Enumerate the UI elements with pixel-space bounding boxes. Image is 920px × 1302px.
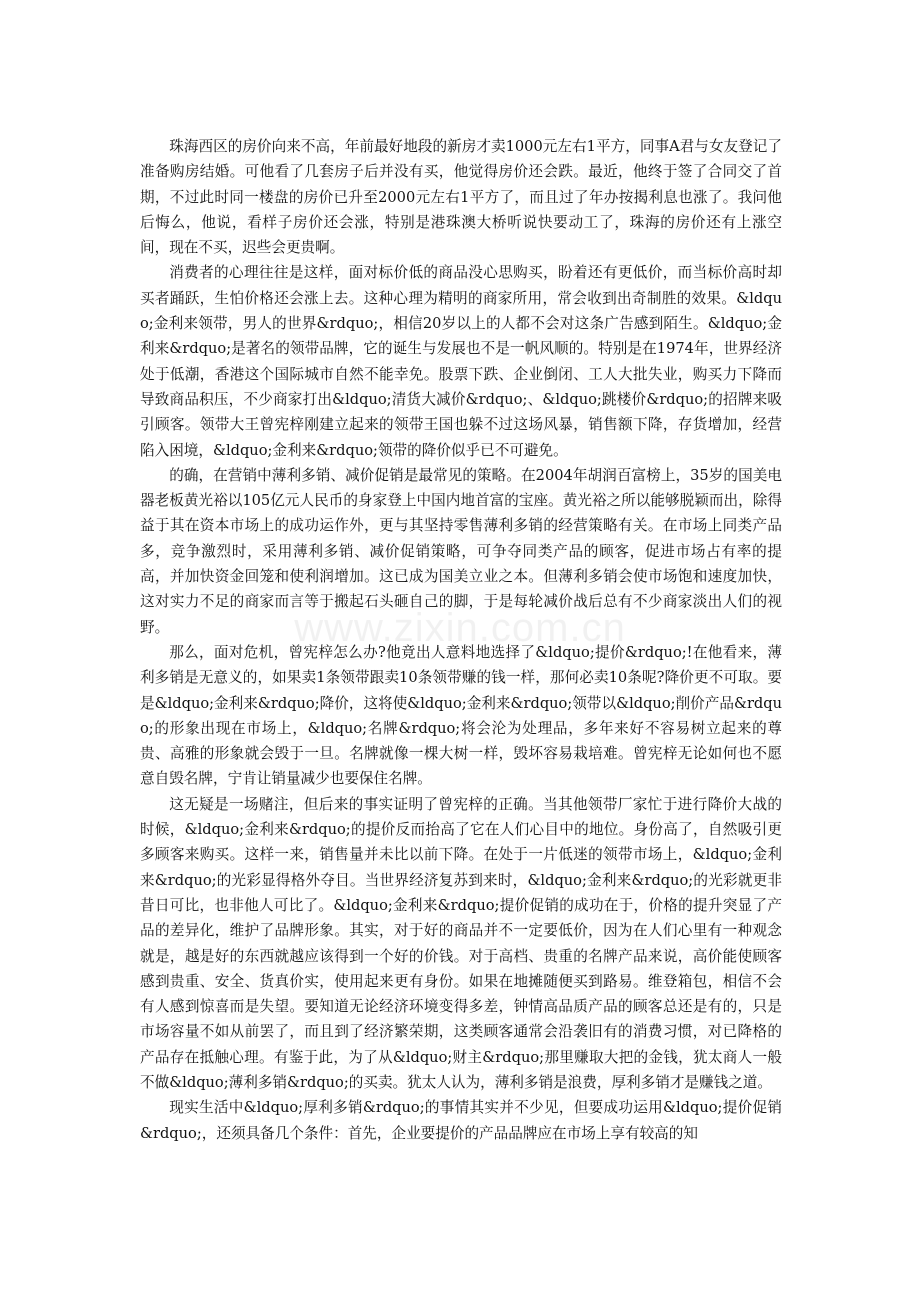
paragraph-3: 的确，在营销中薄利多销、减价促销是最常见的策略。在2004年胡润百富榜上，35岁的国美电器老板黄光裕以105亿元人民币的身家登上中国内地首富的宝座。黄光裕之所以能够脱颖而出，除得益于其在资本市场上的成功运作外，更与其坚持零售薄利多销的经营策略有关。在市场上同类产品多，竞争激烈时，采用薄利多销、减价促销策略，可争夺同类产品的顾客，促进市场占有率的提高，并加快资金回笼和使利润增加。这已成为国美立业之本。但薄利多销会使市场饱和速度加快，这对实力不足的商家而言等于搬起石头砸自己的脚，于是每轮减价战后总有不少商家淡出人们的视野。 [140, 466, 782, 636]
article-body [140, 134, 782, 1146]
paragraph-4: 那么，面对危机，曾宪梓怎么办?他竟出人意料地选择了&ldquo;提价&rdquo;!在他看来，薄利多销是无意义的，如果卖1条领带跟卖10条领带赚的钱一样，那何必卖10条呢?降价更不可取。要是&ldquo;金利来&rdquo;降价，这将使&ldquo;金利来&rdquo;领带以&ldquo;削价产品&rdquo;的形象出现在市场上，&ldquo;名牌&rdquo;将会沦为处理品，多年来好不容易树立起来的尊贵、高雅的形象就会毁于一旦。名牌就像一棵大树一样，毁坏容易栽培难。曾宪梓无论如何也不愿意自毁名牌，宁肯让销量减少也要保住名牌。 [140, 643, 782, 788]
paragraph-2: 消费者的心理往往是这样，面对标价低的商品没心思购买，盼着还有更低价，而当标价高时却买者踊跃，生怕价格还会涨上去。这种心理为精明的商家所用，常会收到出奇制胜的效果。&ldquo;金利来领带，男人的世界&rdquo;，相信20岁以上的人都不会对这条广告感到陌生。&ldquo;金利来&rdquo;是著名的领带品牌，它的诞生与发展也不是一帆风顺的。特别是在1974年，世界经济处于低潮，香港这个国际城市自然不能幸免。股票下跌、企业倒闭、工人大批失业，购买力下降而导致商品积压，不少商家打出&ldquo;清货大减价&rdquo;、&ldquo;跳楼价&rdquo;的招牌来吸引顾客。领带大王曾宪梓刚建立起来的领带王国也躲不过这场风暴，销售额下降，存货增加，经营陷入困境，&ldquo;金利来&rdquo;领带的降价似乎已不可避免。 [140, 264, 782, 459]
paragraph-5: 这无疑是一场赌注，但后来的事实证明了曾宪梓的正确。当其他领带厂家忙于进行降价大战的时候，&ldquo;金利来&rdquo;的提价反而抬高了它在人们心目中的地位。身份高了，自然吸引更多顾客来购买。这样一来，销售量并未比以前下降。在处于一片低迷的领带市场上，&ldquo;金利来&rdquo;的光彩显得格外夺目。当世界经济复苏到来时，&ldquo;金利来&rdquo;的光彩就更非昔日可比，也非他人可比了。&ldquo;金利来&rdquo;提价促销的成功在于，价格的提升突显了产品的差异化，维护了品牌形象。其实，对于好的商品并不一定要低价，因为在人们心里有一种观念就是，越是好的东西就越应该得到一个好的价钱。对于高档、贵重的名牌产品来说，高价能使顾客感到贵重、安全、货真价实，使用起来更有身份。如果在地摊随便买到路易。维登箱包，相信不会有人感到惊喜而是失望。要知道无论经济环境变得多差，钟情高品质产品的顾客总还是有的，只是市场容量不如从前罢了，而且到了经济繁荣期，这类顾客通常会沿袭旧有的消费习惯，对已降格的产品存在抵触心理。有鉴于此，为了从&ldquo;财主&rdquo;那里赚取大把的金钱，犹太商人一般不做&ldquo;薄利多销&rdquo;的买卖。犹太人认为，薄利多销是浪费，厚利多销才是赚钱之道。 [140, 795, 782, 1091]
paragraph-6: 现实生活中&ldquo;厚利多销&rdquo;的事情其实并不少见，但要成功运用&ldquo;提价促销&rdquo;，还须具备几个条件：首先，企业要提价的产品品牌应在市场上享有较高的知 [140, 1099, 782, 1142]
watermark: www.zixin.com.cn [294, 606, 626, 650]
paragraph-1: 珠海西区的房价向来不高，年前最好地段的新房才卖1000元左右1平方，同事A君与女友登记了准备购房结婚。可他看了几套房子后并没有买，他觉得房价还会跌。最近，他终于签了合同交了首期，不过此时同一楼盘的房价已升至2000元左右1平方了，而且过了年办按揭利息也涨了。我问他后悔么，他说，看样子房价还会涨，特别是港珠澳大桥听说快要动工了，珠海的房价还有上涨空间，现在不买，迟些会更贵啊。 [140, 138, 782, 257]
